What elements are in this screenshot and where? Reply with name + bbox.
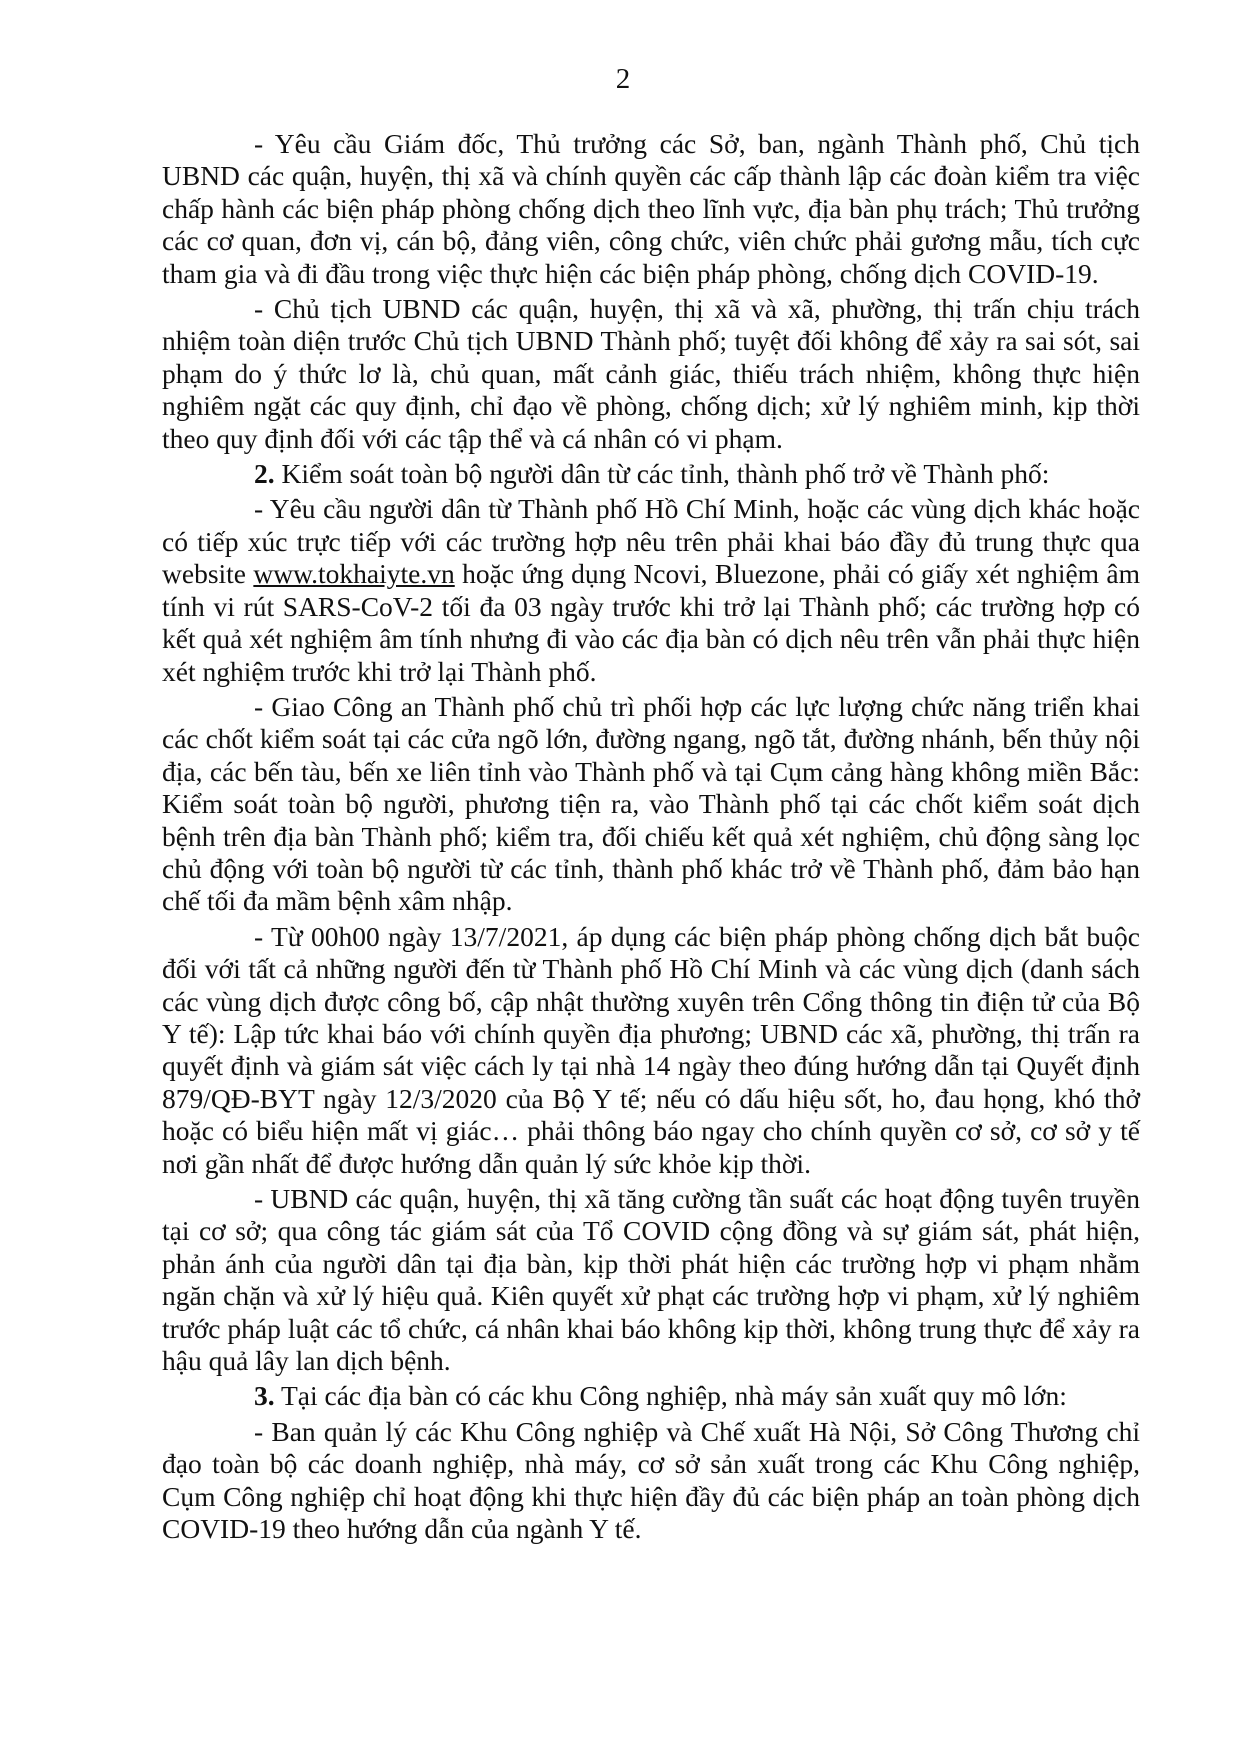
declaration-text-before: - Yêu cầu người dân từ Thành phố Hồ Chí Minh, hoặc các vùng dịch khác hoặc có tiếp xúc trực tiếp với các trường hợp nêu trên phải khai báo đầy đủ trung thực qua website [162, 493, 1140, 590]
paragraph-inspection-teams: - Yêu cầu Giám đốc, Thủ trưởng các Sở, ban, ngành Thành phố, Chủ tịch UBND các quận, huyện, thị xã và chính quyền các cấp thành lập các đoàn kiểm tra việc chấp hành các biện pháp phòng chống dịch theo lĩnh vực, địa bàn phụ trách; Thủ trưởng các cơ quan, đơn vị, cán bộ, đảng viên, công chức, viên chức phải gương mẫu, tích cực tham gia và đi đầu trong việc thực hiện các biện pháp phòng, chống dịch COVID-19. [162, 128, 1140, 289]
declaration-text-after: hoặc ứng dụng Ncovi, Bluezone, phải có giấy xét nghiệm âm tính vi rút SARS-CoV-2 tối đa 03 ngày trước khi trở lại Thành phố; các trường hợp có kết quả xét nghiệm âm tính nhưng đi vào các địa bàn có dịch nêu trên vẫn phải thực hiện xét nghiệm trước khi trở lại Thành phố. [162, 558, 1140, 687]
tokhaiyte-link[interactable]: www.tokhaiyte.vn [253, 558, 455, 590]
paragraph-health-declaration [162, 493, 1140, 687]
paragraph-industrial-zones: - Ban quản lý các Khu Công nghiệp và Chế xuất Hà Nội, Sở Công Thương chỉ đạo toàn bộ các doanh nghiệp, nhà máy, cơ sở sản xuất trong các Khu Công nghiệp, Cụm Công nghiệp chỉ hoạt động khi thực hiện đầy đủ các biện pháp an toàn phòng dịch COVID-19 theo hướng dẫn của ngành Y tế. [162, 1415, 1140, 1545]
section-3-title: Tại các địa bàn có các khu Công nghiệp, nhà máy sản xuất quy mô lớn: [274, 1380, 1067, 1412]
section-2-heading [162, 458, 1140, 490]
document-body [162, 128, 1140, 1548]
page-number: 2 [615, 63, 631, 95]
paragraph-propaganda-supervision: - UBND các quận, huyện, thị xã tăng cường tần suất các hoạt động tuyên truyền tại cơ sở; qua công tác giám sát của Tổ COVID cộng đồng và sự giám sát, phát hiện, phản ánh của người dân tại địa bàn, kịp thời phát hiện các trường hợp vi phạm nhằm ngăn chặn và xử lý hiệu quả. Kiên quyết xử phạt các trường hợp vi phạm, xử lý nghiêm trước pháp luật các tổ chức, cá nhân khai báo không kịp thời, không trung thực để xảy ra hậu quả lây lan dịch bệnh. [162, 1183, 1140, 1377]
section-2-title: Kiểm soát toàn bộ người dân từ các tỉnh, thành phố trở về Thành phố: [274, 458, 1050, 490]
section-3-number: 3. [254, 1380, 275, 1412]
section-3-heading [162, 1380, 1140, 1412]
paragraph-chairman-responsibility: - Chủ tịch UBND các quận, huyện, thị xã và xã, phường, thị trấn chịu trách nhiệm toàn diện trước Chủ tịch UBND Thành phố; tuyệt đối không để xảy ra sai sót, sai phạm do ý thức lơ là, chủ quan, mất cảnh giác, thiếu trách nhiệm, không thực hiện nghiêm ngặt các quy định, chỉ đạo về phòng, chống dịch; xử lý nghiêm minh, kịp thời theo quy định đối với các tập thể và cá nhân có vi phạm. [162, 293, 1140, 454]
section-2-number: 2. [254, 458, 275, 490]
paragraph-quarantine-measures: - Từ 00h00 ngày 13/7/2021, áp dụng các biện pháp phòng chống dịch bắt buộc đối với tất cả những người đến từ Thành phố Hồ Chí Minh và các vùng dịch (danh sách các vùng dịch được công bố, cập nhật thường xuyên trên Cổng thông tin điện tử của Bộ Y tế): Lập tức khai báo với chính quyền địa phương; UBND các xã, phường, thị trấn ra quyết định và giám sát việc cách ly tại nhà 14 ngày theo đúng hướng dẫn tại Quyết định 879/QĐ-BYT ngày 12/3/2020 của Bộ Y tế; nếu có dấu hiệu sốt, ho, đau họng, khó thở hoặc có biểu hiện mất vị giác… phải thông báo ngay cho chính quyền cơ sở, cơ sở y tế nơi gần nhất để được hướng dẫn quản lý sức khỏe kịp thời. [162, 920, 1140, 1179]
paragraph-police-checkpoints: - Giao Công an Thành phố chủ trì phối hợp các lực lượng chức năng triển khai các chốt kiểm soát tại các cửa ngõ lớn, đường ngang, ngõ tắt, đường nhánh, bến thủy nội địa, các bến tàu, bến xe liên tỉnh vào Thành phố và tại Cụm cảng hàng không miền Bắc: Kiểm soát toàn bộ người, phương tiện ra, vào Thành phố tại các chốt kiểm soát dịch bệnh trên địa bàn Thành phố; kiểm tra, đối chiếu kết quả xét nghiệm, chủ động sàng lọc chủ động với toàn bộ người từ các tỉnh, thành phố khác trở về Thành phố, đảm bảo hạn chế tối đa mầm bệnh xâm nhập. [162, 690, 1140, 917]
